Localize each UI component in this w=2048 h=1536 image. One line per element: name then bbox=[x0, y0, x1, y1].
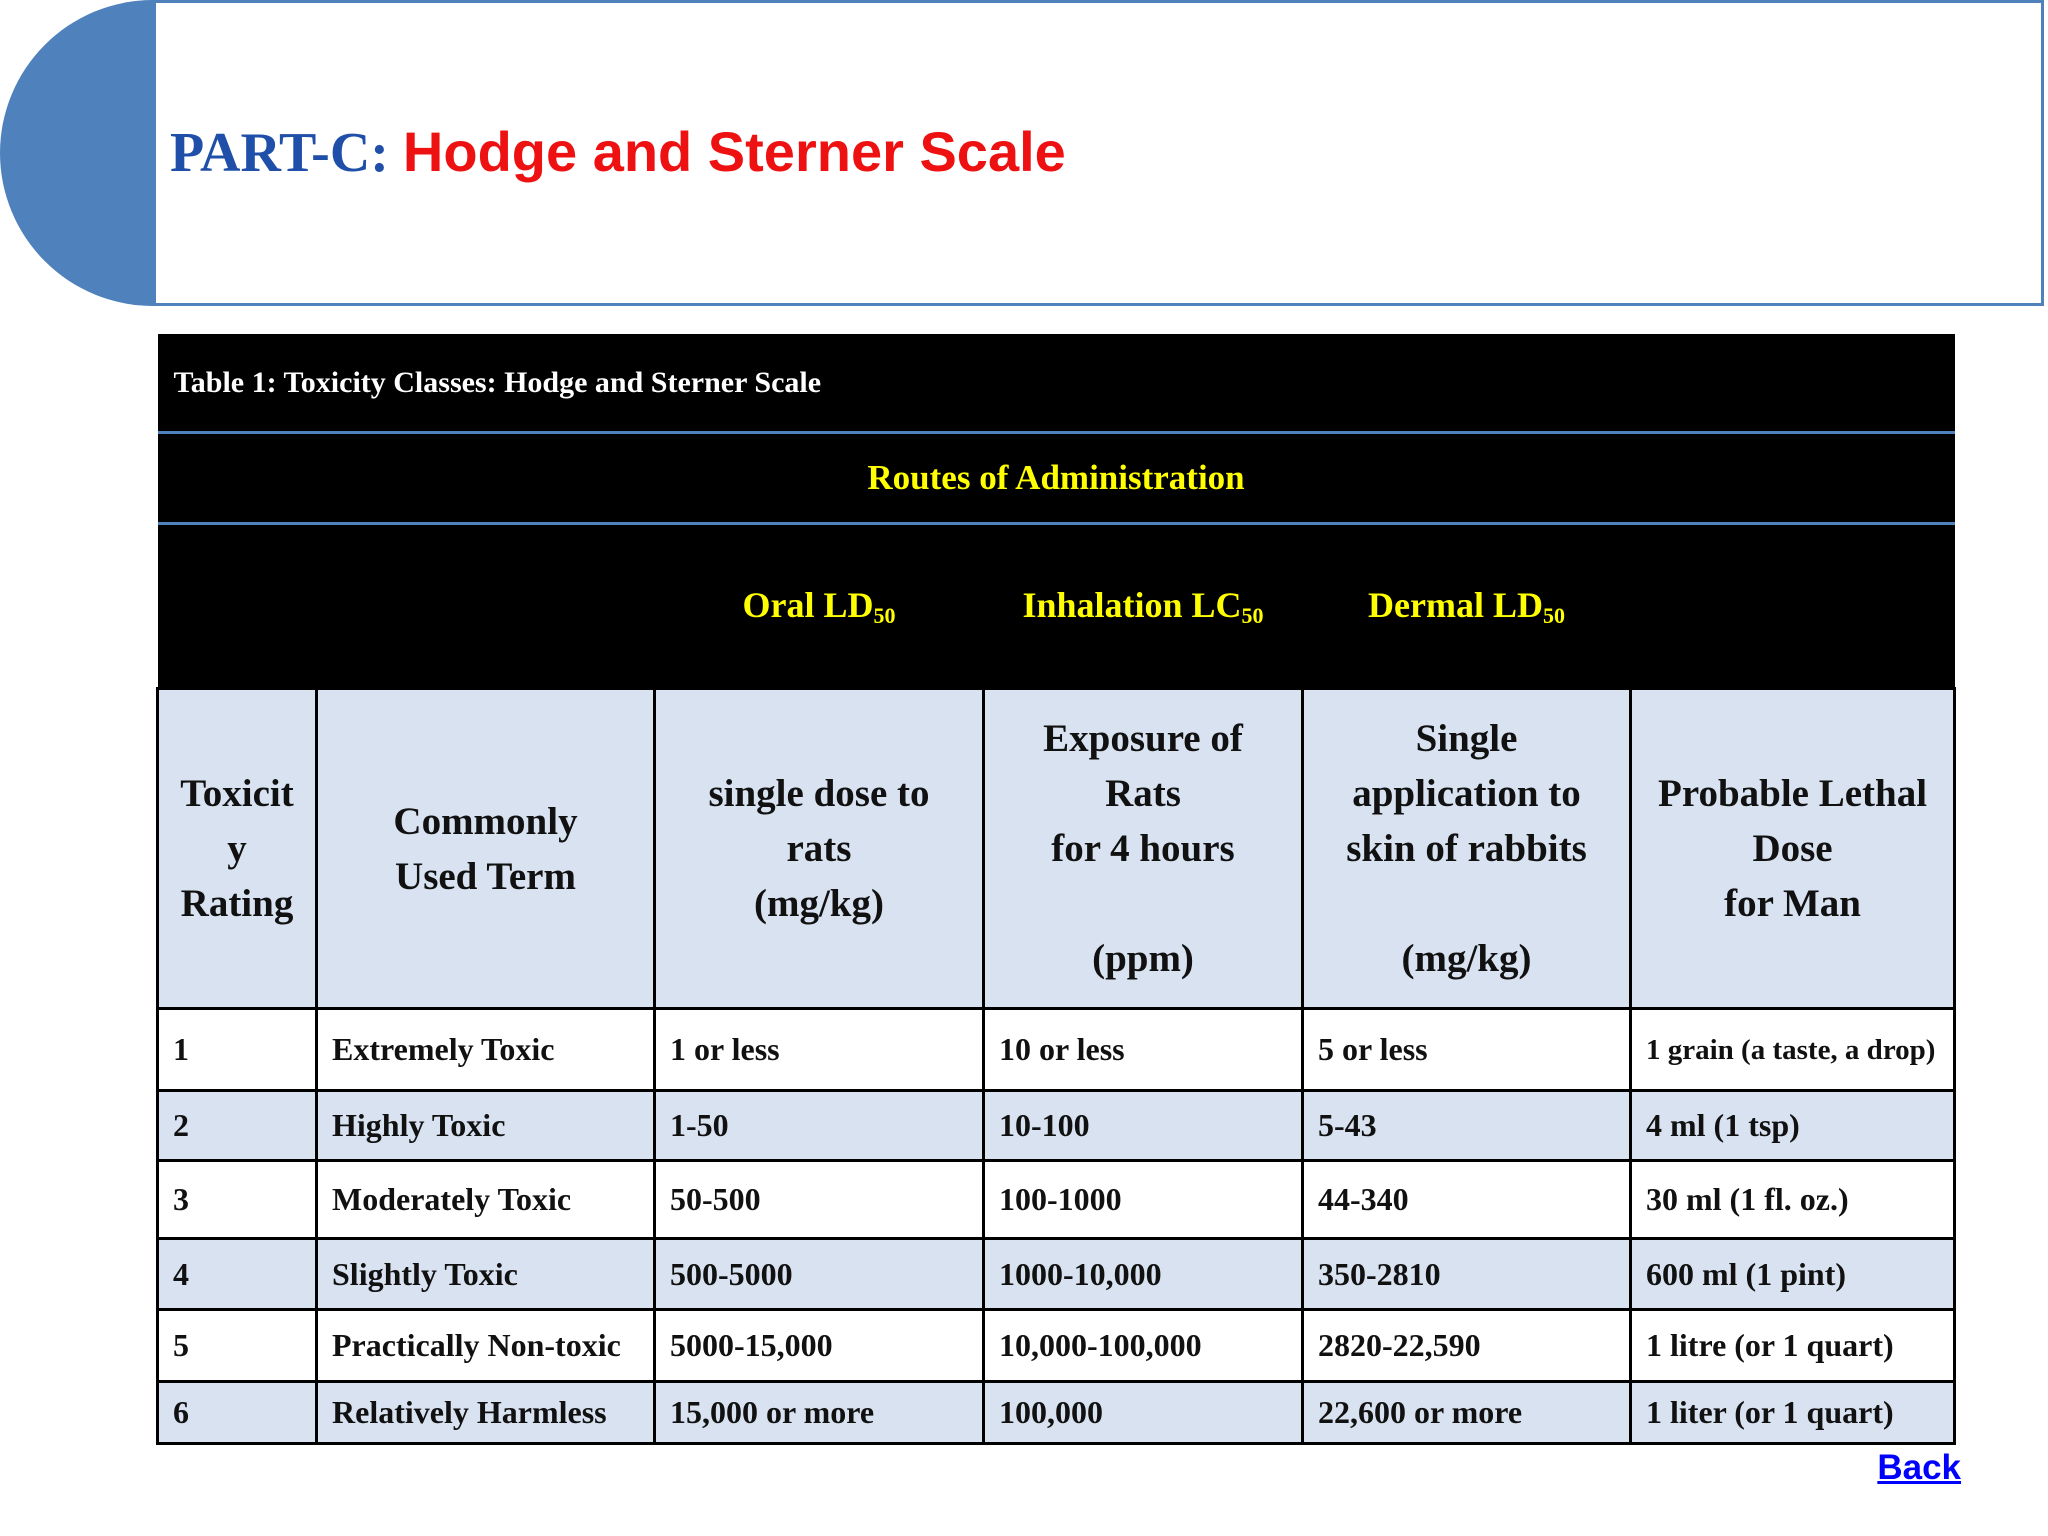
table-cell: 3 bbox=[158, 1161, 317, 1239]
column-header-row bbox=[158, 689, 1955, 1009]
table-cell: Slightly Toxic bbox=[317, 1239, 655, 1310]
table-cell: 1 bbox=[158, 1009, 317, 1091]
table-cell: 50-500 bbox=[655, 1161, 984, 1239]
table-cell: Practically Non-toxic bbox=[317, 1310, 655, 1382]
table-cell: 15,000 or more bbox=[655, 1382, 984, 1444]
routes-header: Routes of Administration bbox=[158, 433, 1955, 524]
table-cell: 4 bbox=[158, 1239, 317, 1310]
column-header-common-term bbox=[317, 689, 655, 1009]
table-cell: 10,000-100,000 bbox=[984, 1310, 1303, 1382]
table-cell: 30 ml (1 fl. oz.) bbox=[1631, 1161, 1955, 1239]
table-row bbox=[158, 1239, 1955, 1310]
column-header-line: Exposure of bbox=[1043, 717, 1243, 760]
route-inhalation: Inhalation $LC_{50}$ bbox=[984, 524, 1303, 689]
table-cell: 5 or less bbox=[1303, 1009, 1631, 1091]
table-caption: Table 1: Toxicity Classes: Hodge and Sterner Scale bbox=[158, 334, 1955, 433]
column-header-line: Dose bbox=[1752, 827, 1833, 870]
column-header-line: application to bbox=[1352, 772, 1581, 815]
caption-row bbox=[158, 334, 1955, 433]
page-title bbox=[170, 112, 1066, 193]
column-header-line bbox=[989, 876, 1297, 931]
route-dermal: Dermal $LD_{50}$ bbox=[1303, 524, 1631, 689]
title-prefix: PART-C: bbox=[170, 122, 389, 184]
table-cell: 100-1000 bbox=[984, 1161, 1303, 1239]
table-cell: 5-43 bbox=[1303, 1091, 1631, 1161]
table-cell: 5 bbox=[158, 1310, 317, 1382]
table-cell: Relatively Harmless bbox=[317, 1382, 655, 1444]
routes-row bbox=[158, 433, 1955, 524]
table-cell: 2820-22,590 bbox=[1303, 1310, 1631, 1382]
column-header-line: (ppm) bbox=[1092, 937, 1194, 980]
table-cell: 4 ml (1 tsp) bbox=[1631, 1091, 1955, 1161]
column-header-line: for 4 hours bbox=[1051, 827, 1235, 870]
column-header-oral-dose bbox=[655, 689, 984, 1009]
table-cell: 600 ml (1 pint) bbox=[1631, 1239, 1955, 1310]
toxicity-table-body bbox=[158, 334, 1955, 1444]
route-spacer bbox=[158, 524, 655, 689]
column-header-line: Probable Lethal bbox=[1658, 772, 1928, 815]
table-row bbox=[158, 1161, 1955, 1239]
table-row bbox=[158, 1310, 1955, 1382]
column-header-line: skin of rabbits bbox=[1346, 827, 1587, 870]
table-row bbox=[158, 1091, 1955, 1161]
table-cell: 350-2810 bbox=[1303, 1239, 1631, 1310]
column-header-line: (mg/kg) bbox=[754, 882, 884, 925]
column-header-lethal-dose-man bbox=[1631, 689, 1955, 1009]
table-cell: Moderately Toxic bbox=[317, 1161, 655, 1239]
table-cell: 1 grain (a taste, a drop) bbox=[1631, 1009, 1955, 1091]
column-header-line: Rating bbox=[180, 882, 294, 925]
column-header-inhalation-exposure bbox=[984, 689, 1303, 1009]
column-header-line: Rats bbox=[1105, 772, 1181, 815]
route-columns-row bbox=[158, 524, 1955, 689]
toxicity-table bbox=[156, 334, 1956, 1445]
route-oral: Oral $LD_{50}$ bbox=[655, 524, 984, 689]
column-header-dermal-application bbox=[1303, 689, 1631, 1009]
table-cell: 44-340 bbox=[1303, 1161, 1631, 1239]
column-header-line bbox=[1308, 876, 1625, 931]
column-header-line: (mg/kg) bbox=[1401, 937, 1532, 980]
table-cell: Highly Toxic bbox=[317, 1091, 655, 1161]
column-header-toxicity-rating bbox=[158, 689, 317, 1009]
route-spacer-right bbox=[1631, 524, 1955, 689]
table-cell: 1000-10,000 bbox=[984, 1239, 1303, 1310]
table-cell: 1 or less bbox=[655, 1009, 984, 1091]
table-cell: 10-100 bbox=[984, 1091, 1303, 1161]
table-row bbox=[158, 1382, 1955, 1444]
table-row bbox=[158, 1009, 1955, 1091]
table-cell: 1 litre (or 1 quart) bbox=[1631, 1310, 1955, 1382]
table-cell: 2 bbox=[158, 1091, 317, 1161]
table-cell: 1-50 bbox=[655, 1091, 984, 1161]
column-header-line: Single bbox=[1415, 717, 1518, 760]
column-header-line: y bbox=[227, 827, 247, 870]
table-cell: 6 bbox=[158, 1382, 317, 1444]
column-header-line: for Man bbox=[1724, 882, 1861, 925]
table-cell: 500-5000 bbox=[655, 1239, 984, 1310]
column-header-line: Commonly bbox=[393, 799, 578, 843]
table-cell: 100,000 bbox=[984, 1382, 1303, 1444]
title-text: Hodge and Sterner Scale bbox=[402, 120, 1066, 183]
table-cell: 5000-15,000 bbox=[655, 1310, 984, 1382]
column-header-line: rats bbox=[786, 827, 852, 870]
table-cell: 22,600 or more bbox=[1303, 1382, 1631, 1444]
column-header-line: Used Term bbox=[395, 854, 576, 898]
table-cell: Extremely Toxic bbox=[317, 1009, 655, 1091]
table-cell: 1 liter (or 1 quart) bbox=[1631, 1382, 1955, 1444]
column-header-line: single dose to bbox=[708, 772, 930, 815]
back-link[interactable]: Back bbox=[1877, 1448, 1961, 1487]
table-cell: 10 or less bbox=[984, 1009, 1303, 1091]
column-header-line: Toxicit bbox=[180, 772, 294, 815]
